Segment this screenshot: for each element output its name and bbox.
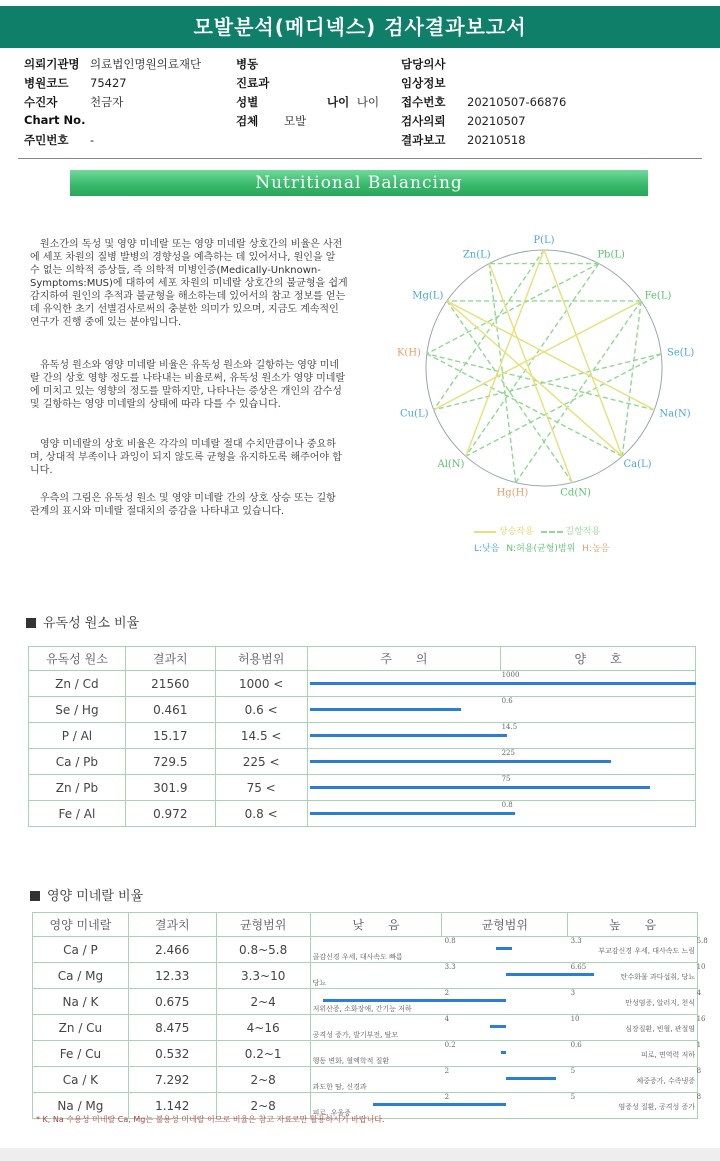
range-tick-label: 1 <box>696 1041 702 1049</box>
table-row <box>29 723 696 749</box>
range-tick-label: 2 <box>444 989 450 997</box>
synergy-line-icon <box>474 531 496 533</box>
header-field <box>401 113 526 129</box>
range-tick-label: 3.3 <box>444 963 456 971</box>
high-note: 피로, 면역력 저하 <box>640 1051 695 1059</box>
ratio-bar-cell <box>307 801 695 827</box>
ratio-range: 2~8 <box>216 1067 310 1093</box>
header-field-label: 병원코드 <box>24 76 69 90</box>
header-field-value: 20210507-66876 <box>467 95 567 109</box>
antagonism-line <box>434 250 544 410</box>
header-field-label: 진료과 <box>236 76 270 90</box>
threshold-label: 0.8 <box>501 801 513 809</box>
threshold-label: 75 <box>501 775 511 783</box>
high-note: 심장질환, 빈혈, 관절염 <box>625 1025 695 1033</box>
header-field-label: 성별 <box>236 95 259 109</box>
wheel-node-label: Fe(L) <box>644 290 672 302</box>
ratio-name: Fe / Al <box>29 801 126 827</box>
ratio-result: 8.475 <box>128 1015 216 1041</box>
header-field-label: 병동 <box>236 57 259 71</box>
ratio-result: 0.532 <box>128 1041 216 1067</box>
ratio-result: 1.142 <box>128 1093 216 1119</box>
high-note: 만성염증, 알러지, 천식 <box>625 999 695 1007</box>
column-header: 결과치 <box>128 913 216 937</box>
ratio-result: 7.292 <box>128 1067 216 1093</box>
legend-antagonism: 길항작용 <box>565 527 601 537</box>
ratio-result: 12.33 <box>128 963 216 989</box>
ratio-bar-cell <box>307 775 695 801</box>
low-note: 피로, 우울증 <box>312 1109 351 1117</box>
ratio-result: 729.5 <box>125 749 215 775</box>
table-row <box>33 1015 698 1041</box>
table-row <box>29 775 696 801</box>
header-info <box>24 56 704 152</box>
header-field-label: 접수번호 <box>401 95 446 109</box>
header-field <box>24 75 127 91</box>
wheel-ring <box>426 250 662 486</box>
range-tick-label: 8 <box>696 1093 702 1101</box>
header-field-value: 의료법인명원의료재단 <box>90 57 202 71</box>
high-note: 체중증가, 수족냉증 <box>636 1077 695 1085</box>
ratio-result: 0.972 <box>125 801 215 827</box>
column-header: 양 호 <box>501 647 696 671</box>
table-row <box>29 671 696 697</box>
ratio-name: Se / Hg <box>29 697 126 723</box>
nutrient-ratio-table <box>32 912 708 1119</box>
ratio-name: Ca / Mg <box>33 963 129 989</box>
column-header: 낮 음 <box>310 913 442 937</box>
ratio-range: 0.8 < <box>215 801 307 827</box>
ratio-range: 1000 < <box>215 671 307 697</box>
synergy-line <box>544 250 622 456</box>
ratio-range: 0.2~1 <box>216 1041 310 1067</box>
wheel-node-label: K(H) <box>396 347 421 359</box>
antagonism-line <box>466 264 599 457</box>
low-note: 공격성 증가, 발기부전, 탈모 <box>312 1031 399 1039</box>
wheel-node-label: Cu(L) <box>400 408 429 420</box>
header-field-value: - <box>90 133 95 147</box>
legend-high: H:높음 <box>582 544 610 554</box>
header-field <box>236 75 284 91</box>
wheel-node-label: P(L) <box>533 235 555 246</box>
nutritional-balancing-banner: Nutritional Balancing <box>70 170 648 196</box>
age-field: 나이 나이 <box>327 95 380 109</box>
table-row <box>29 749 696 775</box>
header-field <box>401 94 566 110</box>
ratio-range: 3.3~10 <box>216 963 310 989</box>
ratio-bar <box>501 1051 506 1054</box>
ratio-bar-cell <box>310 937 708 963</box>
ratio-name: P / Al <box>29 723 126 749</box>
threshold-label: 1000 <box>501 671 520 679</box>
table-row <box>33 1067 698 1093</box>
header-field-label: 임상정보 <box>401 76 446 90</box>
table-row <box>29 801 696 827</box>
high-note: 염증성 질환, 공격성 증가 <box>618 1103 695 1111</box>
ratio-range: 4~16 <box>216 1015 310 1041</box>
ratio-bar-cell <box>307 749 695 775</box>
header-field-label: 검사의뢰 <box>401 114 446 128</box>
ratio-name: Zn / Cd <box>29 671 126 697</box>
toxic-ratio-table <box>28 646 696 827</box>
wheel-node-label: Al(N) <box>437 458 465 470</box>
ratio-result: 0.461 <box>125 697 215 723</box>
section-bullet-icon <box>30 891 40 901</box>
range-tick-label: 10 <box>570 1015 580 1023</box>
legend-synergy: 상승작용 <box>498 527 534 537</box>
range-tick-label: 4 <box>444 1015 450 1023</box>
header-field-label: 주민번호 <box>24 133 69 147</box>
mineral-interaction-wheel <box>380 228 710 558</box>
ratio-name: Zn / Cu <box>33 1015 129 1041</box>
ratio-bar <box>506 973 594 976</box>
column-header: 균형범위 <box>442 913 568 937</box>
table-row <box>33 963 698 989</box>
header-field <box>24 56 201 72</box>
header-divider <box>18 158 702 159</box>
header-field-label: 의뢰기관명 <box>24 57 80 71</box>
antagonism-line <box>434 354 661 410</box>
ratio-bar <box>496 947 512 950</box>
table-header-row <box>29 647 696 671</box>
legend-low: L:낮음 <box>474 544 500 554</box>
section-bullet-icon <box>26 618 36 628</box>
range-tick-label: 2 <box>444 1067 450 1075</box>
ratio-bar-cell <box>307 723 695 749</box>
ratio-bar-cell <box>310 989 702 1015</box>
ratio-bar <box>323 999 506 1002</box>
ratio-bar-cell <box>310 1067 702 1093</box>
ratio-range: 14.5 < <box>215 723 307 749</box>
ratio-bar-cell <box>310 963 706 989</box>
intro-paragraph: 원소간의 독성 및 영양 미네랄 또는 영양 미네랄 상호간의 비율은 사전에 세포 차원의 질병 발병의 경향성을 예측하는 데 있어서나, 원인을 알 수 없는 의학적 증상들, 즉 의학적 미병인증(Medically-Unknown-Symptoms:MUS)에 대하여 세포 차원의 미네랄 상호간의 불균형을 쉽게 감지하여 원인의 추적과 불균형을 해소하는데 있어서의 참고 정보를 얻는데 유익한 초기 선별검사로써의 충분한 의미가 있으며, 지금도 계속적인 연구가 진행 중에 있는 분야입니다. <box>30 239 348 328</box>
antagonism-line-icon <box>541 531 563 533</box>
wheel-node-label: Cd(N) <box>560 487 591 499</box>
wheel-node-label: Ca(L) <box>623 458 652 470</box>
nutrient-section-title: 영양 미네랄 비율 <box>30 885 143 904</box>
high-note: 탄수화물 과다섭취, 당뇨 <box>620 973 695 981</box>
ratio-bar <box>373 1103 505 1106</box>
ratio-name: Ca / K <box>33 1067 129 1093</box>
ratio-bar-cell <box>310 1041 702 1067</box>
ratio-result: 301.9 <box>125 775 215 801</box>
ratio-bar <box>490 1025 505 1028</box>
high-note: 부교감신경 우세, 대사속도 느림 <box>598 947 695 955</box>
antagonism-line <box>427 354 654 410</box>
wheel-node-label: Zn(L) <box>462 249 491 261</box>
range-tick-label: 0.6 <box>570 1041 582 1049</box>
ratio-name: Ca / Pb <box>29 749 126 775</box>
report-title: 모발분석(메디넥스) 검사결과보고서 <box>0 6 720 48</box>
header-field <box>24 132 94 148</box>
header-field-value: 천금자 <box>90 95 124 109</box>
ratio-range: 0.6 < <box>215 697 307 723</box>
wheel-node-label: Se(L) <box>667 347 695 359</box>
wheel-node-label: Na(N) <box>659 408 691 420</box>
ratio-bar <box>310 682 696 685</box>
table-row <box>33 1041 698 1067</box>
wheel-node-label: Mg(L) <box>412 290 444 302</box>
nutrient-footnote: * K, Na 수용성 미네랄 Ca, Mg는 불용성 미네랄 이므로 비율은 참고 자료로만 활용하시기 바랍니다. <box>36 1115 385 1124</box>
header-field <box>236 113 306 129</box>
header-field-label: 수진자 <box>24 95 58 109</box>
header-field-label: 검체 <box>236 114 259 128</box>
column-header: 결과치 <box>125 647 215 671</box>
ratio-bar-cell <box>310 1015 706 1041</box>
threshold-label: 225 <box>501 749 515 757</box>
range-tick-label: 4 <box>696 989 702 997</box>
column-header: 높 음 <box>568 913 698 937</box>
ratio-result: 15.17 <box>125 723 215 749</box>
range-tick-label: 0.2 <box>444 1041 456 1049</box>
header-field-value: 75427 <box>90 76 127 90</box>
header-field <box>236 56 284 72</box>
ratio-range: 2~8 <box>216 1093 310 1119</box>
range-tick-label: 0.8 <box>444 937 456 945</box>
ratio-bar-cell <box>307 671 695 697</box>
toxic-ratio-paragraph: 유독성 원소와 영양 미네랄 비율은 유독성 원소와 길항하는 영양 미네랄 간의 상호 영향 정도를 나타내는 비율로써, 유독성 원소가 영양 미네랄에 미치고 있는 영향의 정도를 말하지만, 나타나는 증상은 개인의 감수성 및 길항하는 영양 미네랄의 상태에 따라 다를 수 있습니다. <box>30 360 346 410</box>
header-field-label: 담당의사 <box>401 57 446 71</box>
header-field <box>24 113 90 127</box>
range-tick-label: 5.8 <box>696 937 708 945</box>
column-header: 주 의 <box>307 647 501 671</box>
ratio-result: 2.466 <box>128 937 216 963</box>
header-field <box>24 94 123 110</box>
range-tick-label: 5 <box>570 1067 576 1075</box>
wheel-node-label: Hg(H) <box>496 487 529 499</box>
wheel-node-label: Pb(L) <box>597 249 625 261</box>
range-tick-label: 3.3 <box>570 937 582 945</box>
low-note: 과도한 땀, 신경과 <box>312 1083 367 1091</box>
synergy-line <box>489 264 572 483</box>
ratio-range: 2~4 <box>216 989 310 1015</box>
ratio-bar <box>310 760 611 763</box>
range-tick-label: 10 <box>696 963 706 971</box>
table-header-row <box>33 913 698 937</box>
wheel-legend <box>474 524 609 554</box>
range-tick-label: 3 <box>570 989 576 997</box>
ratio-range: 75 < <box>215 775 307 801</box>
column-header: 균형범위 <box>216 913 310 937</box>
threshold-label: 0.6 <box>501 697 513 705</box>
table-row <box>29 697 696 723</box>
ratio-name: Na / Mg <box>33 1093 129 1119</box>
header-field-value: 20210507 <box>467 114 526 128</box>
page-bottom-strip <box>0 1148 720 1161</box>
wheel-explain-paragraph: 우측의 그림은 유독성 원소 및 영양 미네랄 간의 상호 상승 또는 길항 관계의 표시와 미네랄 절대치의 증감을 나타내고 있습니다. <box>30 493 336 517</box>
ratio-bar <box>310 734 507 737</box>
header-field-label: Chart No. <box>24 113 86 127</box>
ratio-bar <box>310 708 461 711</box>
column-header: 허용범위 <box>215 647 307 671</box>
range-tick-label: 8 <box>696 1067 702 1075</box>
header-field-value: 모발 <box>284 114 307 128</box>
range-tick-label: 5 <box>570 1093 576 1101</box>
ratio-name: Ca / P <box>33 937 129 963</box>
header-field <box>236 94 284 110</box>
ratio-result: 21560 <box>125 671 215 697</box>
header-field <box>401 75 467 91</box>
ratio-name: Zn / Pb <box>29 775 126 801</box>
ratio-name: Na / K <box>33 989 129 1015</box>
header-field <box>401 132 526 148</box>
ratio-bar <box>310 812 515 815</box>
table-row <box>33 989 698 1015</box>
range-tick-label: 16 <box>696 1015 706 1023</box>
legend-normal: N:허용(균형)범위 <box>506 544 576 554</box>
low-note: 당뇨 <box>312 979 327 987</box>
ratio-name: Fe / Cu <box>33 1041 129 1067</box>
ratio-range: 225 < <box>215 749 307 775</box>
column-header: 유독성 원소 <box>29 647 126 671</box>
threshold-label: 14.5 <box>501 723 518 731</box>
ratio-bar <box>310 786 650 789</box>
ratio-bar <box>506 1077 556 1080</box>
column-header: 영양 미네랄 <box>33 913 129 937</box>
nutrient-ratio-paragraph: 영양 미네랄의 상호 비율은 각각의 미네랄 절대 수치만큼이나 중요하며, 상대적 부족이나 과잉이 되지 않도록 균형을 유지하도록 해주어야 합니다. <box>30 439 342 476</box>
low-note: 골감신경 우세, 대사속도 빠름 <box>312 953 403 961</box>
low-note: 행동 변화, 혈액학적 질환 <box>312 1057 390 1065</box>
range-tick-label: 2 <box>444 1093 450 1101</box>
header-field-label: 결과보고 <box>401 133 446 147</box>
ratio-result: 0.675 <box>128 989 216 1015</box>
header-field-value: 20210518 <box>467 133 526 147</box>
ratio-bar-cell <box>307 697 695 723</box>
table-row <box>33 937 698 963</box>
range-tick-label: 6.65 <box>570 963 587 971</box>
low-note: 저위산증, 소화장애, 간기능 저하 <box>312 1005 412 1013</box>
toxic-section-title: 유독성 원소 비율 <box>26 612 139 631</box>
ratio-range: 0.8~5.8 <box>216 937 310 963</box>
header-field <box>401 56 467 72</box>
